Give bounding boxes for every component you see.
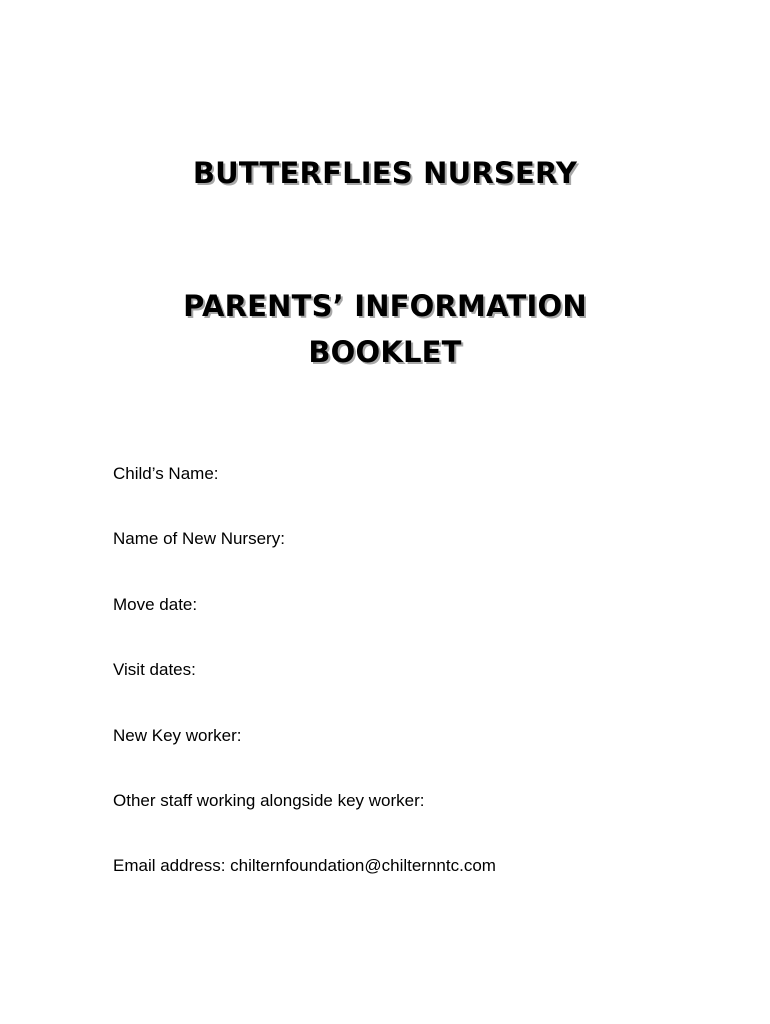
- nursery-title: BUTTERFLIES NURSERY: [192, 156, 578, 190]
- childs-name-label: Child’s Name:: [113, 464, 219, 483]
- new-nursery-label: Name of New Nursery:: [113, 529, 285, 548]
- other-staff-label: Other staff working alongside key worker:: [113, 791, 425, 810]
- email-address-line: Email address: chilternfoundation@chilternntc.com: [113, 856, 496, 875]
- booklet-title-line-2: BOOKLET: [308, 335, 462, 369]
- move-date-label: Move date:: [113, 595, 198, 614]
- booklet-title-line-1: PARENTS’ INFORMATION: [183, 289, 587, 323]
- booklet-title: [0, 283, 770, 375]
- visit-dates-label: Visit dates:: [113, 660, 196, 679]
- key-worker-label: New Key worker:: [113, 726, 242, 745]
